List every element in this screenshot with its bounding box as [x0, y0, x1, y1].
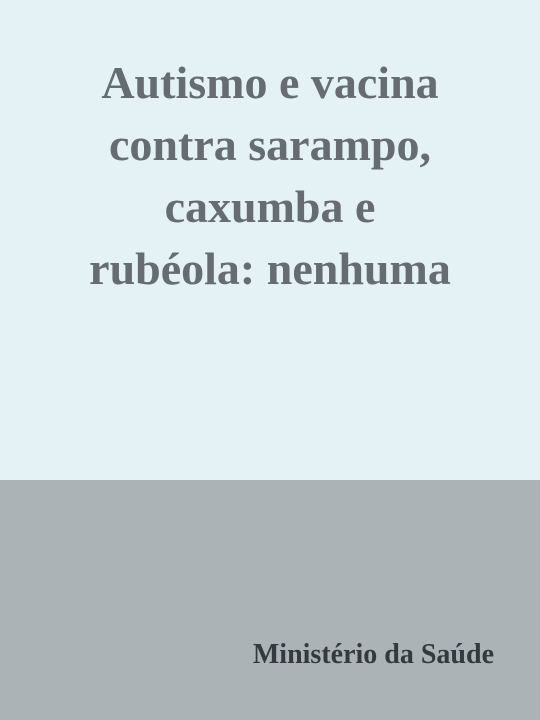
- book-author: Ministério da Saúde: [252, 639, 494, 670]
- book-title: [20, 52, 520, 300]
- title-line-4: rubéola: nenhuma: [89, 243, 451, 294]
- title-line-3: caxumba e: [164, 181, 376, 232]
- cover-author-panel: [0, 480, 540, 720]
- title-line-1: Autismo e vacina: [101, 57, 439, 108]
- title-line-2: contra sarampo,: [109, 119, 431, 170]
